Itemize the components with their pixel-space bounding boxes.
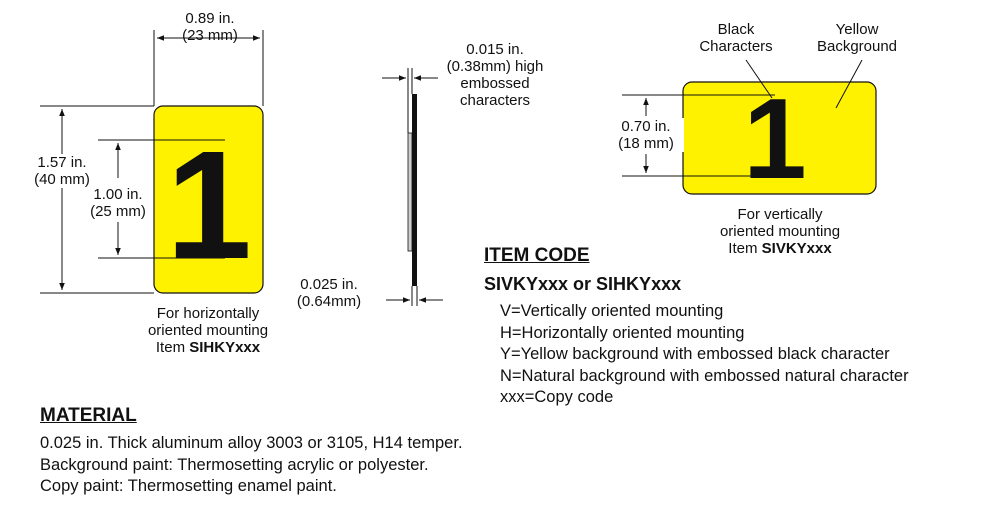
horizontal-plate <box>154 106 263 293</box>
material-details <box>40 433 463 498</box>
yellow-background-label: Yellow Background <box>816 21 898 55</box>
side-view-embossed-character <box>408 133 412 251</box>
item-code-line: N=Natural background with embossed natural character <box>500 366 909 385</box>
vertical-item-code: SIVKYxxx <box>761 240 832 257</box>
material-heading: MATERIAL <box>40 405 137 426</box>
side-view <box>408 94 417 286</box>
item-code-line: H=Horizontally oriented mounting <box>500 323 745 342</box>
horizontal-width-label: 0.89 in. (23 mm) <box>182 10 238 44</box>
vertical-char-height-label: 0.70 in. (18 mm) <box>608 118 684 152</box>
item-code-line: Y=Yellow background with embossed black character <box>500 345 890 363</box>
horizontal-plate-character: 1 <box>166 119 252 291</box>
horizontal-char-height-label: 1.00 in. (25 mm) <box>90 186 146 220</box>
vertical-plate-character: 1 <box>743 76 807 203</box>
item-code-line: V=Vertically oriented mounting <box>500 302 724 320</box>
material-line: Copy paint: Thermosetting enamel paint. <box>40 477 337 495</box>
horizontal-item-code: SIHKYxxx <box>189 339 261 356</box>
material-line: Background paint: Thermosetting acrylic or polyester. <box>40 455 429 474</box>
emboss-height-label: 0.015 in. (0.38mm) high embossed characters <box>446 41 544 109</box>
item-code-legend <box>500 301 909 409</box>
material-line: 0.025 in. Thick aluminum alloy 3003 or 3105, H14 temper. <box>40 434 463 452</box>
thickness-label: 0.025 in. (0.64mm) <box>296 276 362 310</box>
item-code-line: xxx=Copy code <box>500 388 614 406</box>
item-code-heading: ITEM CODE <box>484 245 590 266</box>
black-characters-label: Black Characters <box>699 21 773 55</box>
horizontal-caption: For horizontally oriented mounting Item SIHKYxxx <box>147 305 269 356</box>
horizontal-height-label: 1.57 in. (40 mm) <box>22 154 102 188</box>
vertical-caption: For vertically oriented mounting Item SIVKYxxx <box>719 206 841 257</box>
side-view-plate <box>412 94 417 286</box>
item-code-value: SIVKYxxx or SIHKYxxx <box>484 274 682 294</box>
